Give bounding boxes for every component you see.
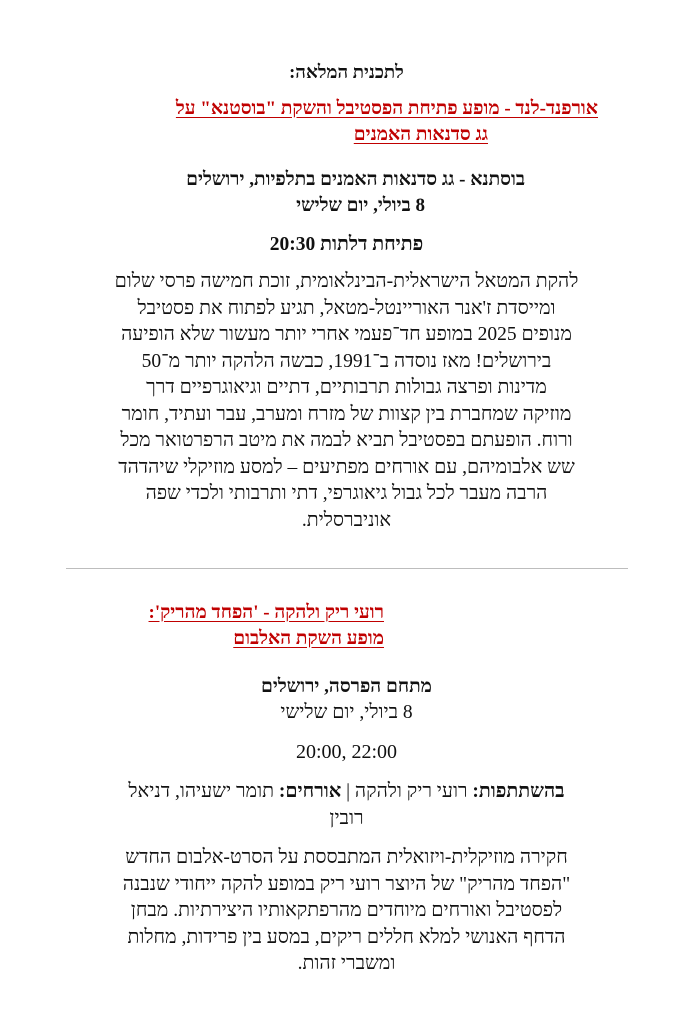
description-line: בירושלים! מאז נוסדה ב־1991, כבשה הלהקה יותר מ־50	[141, 350, 552, 372]
description-line: להקת המטאל הישראלית-הבינלאומית, זוכת חמישה פרסי שלום	[114, 271, 579, 292]
description-line: מנופים 2025 במופע חד־פעמי אחרי יותר מעשור שלא הופיעה	[121, 324, 572, 345]
description-line: לפסטיבל ואורחים מיוחדים מהרפתקאותיו היצירתיות. מבחן	[130, 900, 563, 921]
description-line: מוזיקה שמחברת בין קצוות של מזרח ומערב, עבר ועתיד, חומר	[121, 403, 572, 425]
description-line: אוניברסלית.	[301, 509, 392, 531]
description-line: ומייסדת ז'אנר האוריינטל-מטאל, תגיע לפתוח את פסטיבל	[137, 297, 556, 319]
event2-title-link[interactable]	[0, 600, 693, 652]
section-divider	[66, 568, 628, 569]
event-roi-rik	[0, 600, 693, 978]
event-description	[47, 269, 647, 534]
description-line: הדחף האנושי למלא חללים ריקים, במסע בין פרידות, מחלות	[127, 926, 566, 948]
guests-value: תומר ישעיהו, דניאל	[128, 781, 279, 802]
event2-title-line2[interactable]: מופע השקת האלבום	[233, 628, 384, 649]
event2-venue: מתחם הפרסה, ירושלים	[261, 676, 432, 697]
program-heading: לתכנית המלאה:	[289, 63, 404, 83]
description-line: "הפחד מהריק" של היוצר רועי ריק במופע להקה ייחודי שנבנה	[122, 873, 571, 895]
description-line: שש אלבומיהם, עם אורחים מפתיעים – למסע מוזיקלי שיהדהד	[118, 456, 575, 478]
event2-title-line1[interactable]: רועי ריק ולהקה - 'הפחד מהריק':	[148, 602, 384, 623]
description-line: חקירה מוזיקלית-ויזואלית המתבססת על הסרט-אלבום החדש	[125, 847, 568, 868]
guests-label: אורחים:	[278, 781, 342, 802]
event-title-link[interactable]	[0, 96, 693, 148]
event2-participants	[67, 779, 627, 832]
event2-description	[47, 845, 647, 978]
event-title-line1[interactable]: אורפנד-לנד - מופע פתיחת הפסטיבל והשקת "בוסטנא" על	[175, 98, 598, 119]
description-line: מדינות ופרצה גבולות תרבותיים, דתיים וגיאוגרפיים דרך	[146, 377, 547, 398]
participants-value: רועי ריק ולהקה |	[341, 781, 473, 802]
event-date: 8 ביולי, יום שלישי	[296, 195, 425, 216]
event-title-line2[interactable]: גג סדנאות האמנים	[353, 124, 488, 145]
doors-time: פתיחת דלתות 20:30	[269, 234, 424, 255]
description-line: ומשברי זהות.	[297, 953, 396, 974]
event2-date: 8 ביולי, יום שלישי	[280, 702, 413, 723]
description-line: ורוח. הופעתם בפסטיבל תביא לבמה את מיטב הרפרטואר מכל	[120, 430, 573, 451]
participants-label: בהשתתפות:	[472, 781, 565, 802]
event-venue: בוסתנא - גג סדנאות האמנים בתלפיות, ירושלים	[186, 169, 525, 190]
description-line: הרבה מעבר לכל גבול גיאוגרפי, דתי ותרבותי ולכדי שפה	[145, 483, 548, 504]
guests-value-line2: רובין	[329, 807, 364, 829]
event2-times: 20:00, 22:00	[295, 740, 398, 763]
